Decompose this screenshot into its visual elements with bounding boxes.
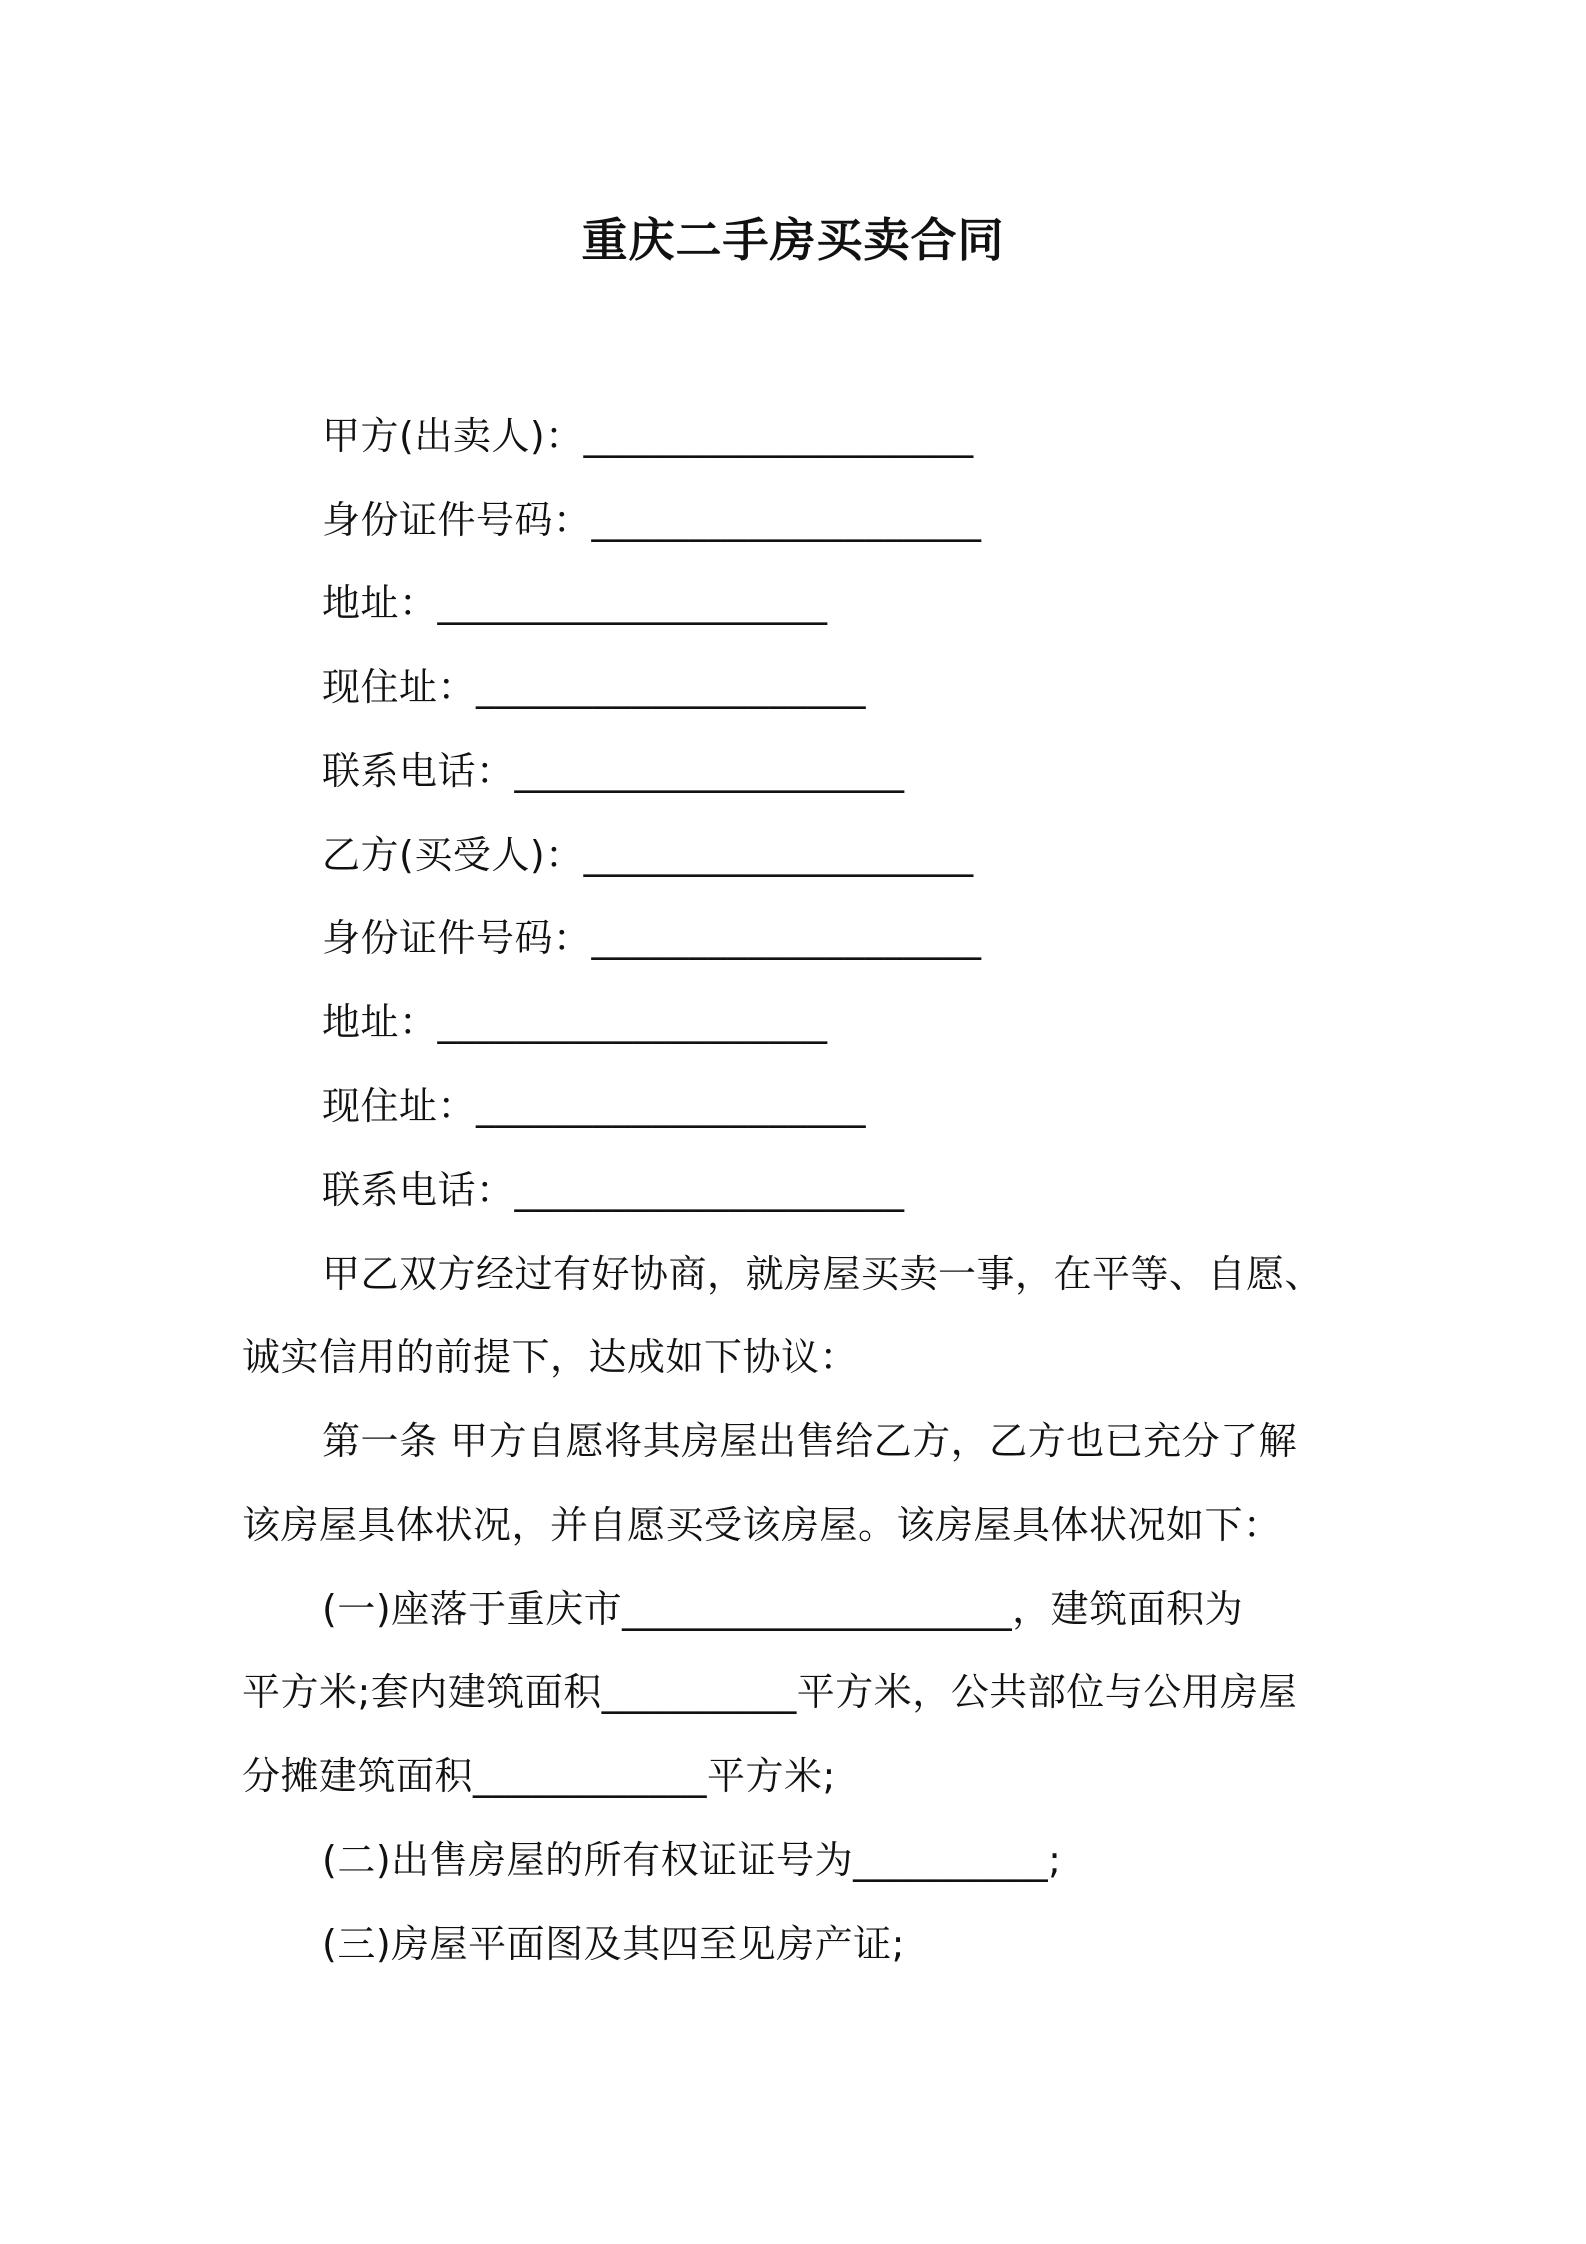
party-b-buyer-field: 乙方(买受人)：____________________ — [322, 833, 974, 877]
article1-line-1: 第一条 甲方自愿将其房屋出售给乙方，乙方也已充分了解 — [322, 1419, 1298, 1463]
item1-line-3: 分摊建筑面积____________平方米; — [242, 1754, 836, 1798]
party-a-id-field: 身份证件号码：____________________ — [322, 498, 982, 542]
party-b-current-address-field: 现住址：____________________ — [322, 1084, 867, 1128]
party-a-seller-field: 甲方(出卖人)：____________________ — [322, 414, 974, 458]
item1-line-1: (一)座落于重庆市____________________，建筑面积为 — [322, 1587, 1244, 1631]
item3-line: (三)房屋平面图及其四至见房产证; — [322, 1922, 905, 1966]
party-b-phone-field: 联系电话：____________________ — [322, 1168, 905, 1212]
article1-line-2: 该房屋具体状况，并自愿买受该房屋。该房屋具体状况如下： — [242, 1503, 1282, 1547]
party-b-id-field: 身份证件号码：____________________ — [322, 916, 982, 960]
item2-line: (二)出售房屋的所有权证证号为__________; — [322, 1838, 1062, 1882]
document-title: 重庆二手房买卖合同 — [581, 213, 1005, 267]
party-a-current-address-field: 现住址：____________________ — [322, 665, 867, 709]
intro-line-2: 诚实信用的前提下，达成如下协议： — [242, 1335, 859, 1379]
party-a-address-field: 地址：____________________ — [322, 581, 828, 625]
intro-line-1: 甲乙双方经过有好协商，就房屋买卖一事，在平等、自愿、 — [322, 1252, 1324, 1296]
item1-line-2: 平方米;套内建筑面积__________平方米，公共部位与公用房屋 — [242, 1670, 1298, 1714]
party-a-phone-field: 联系电话：____________________ — [322, 749, 905, 793]
party-b-address-field: 地址：____________________ — [322, 1000, 828, 1044]
